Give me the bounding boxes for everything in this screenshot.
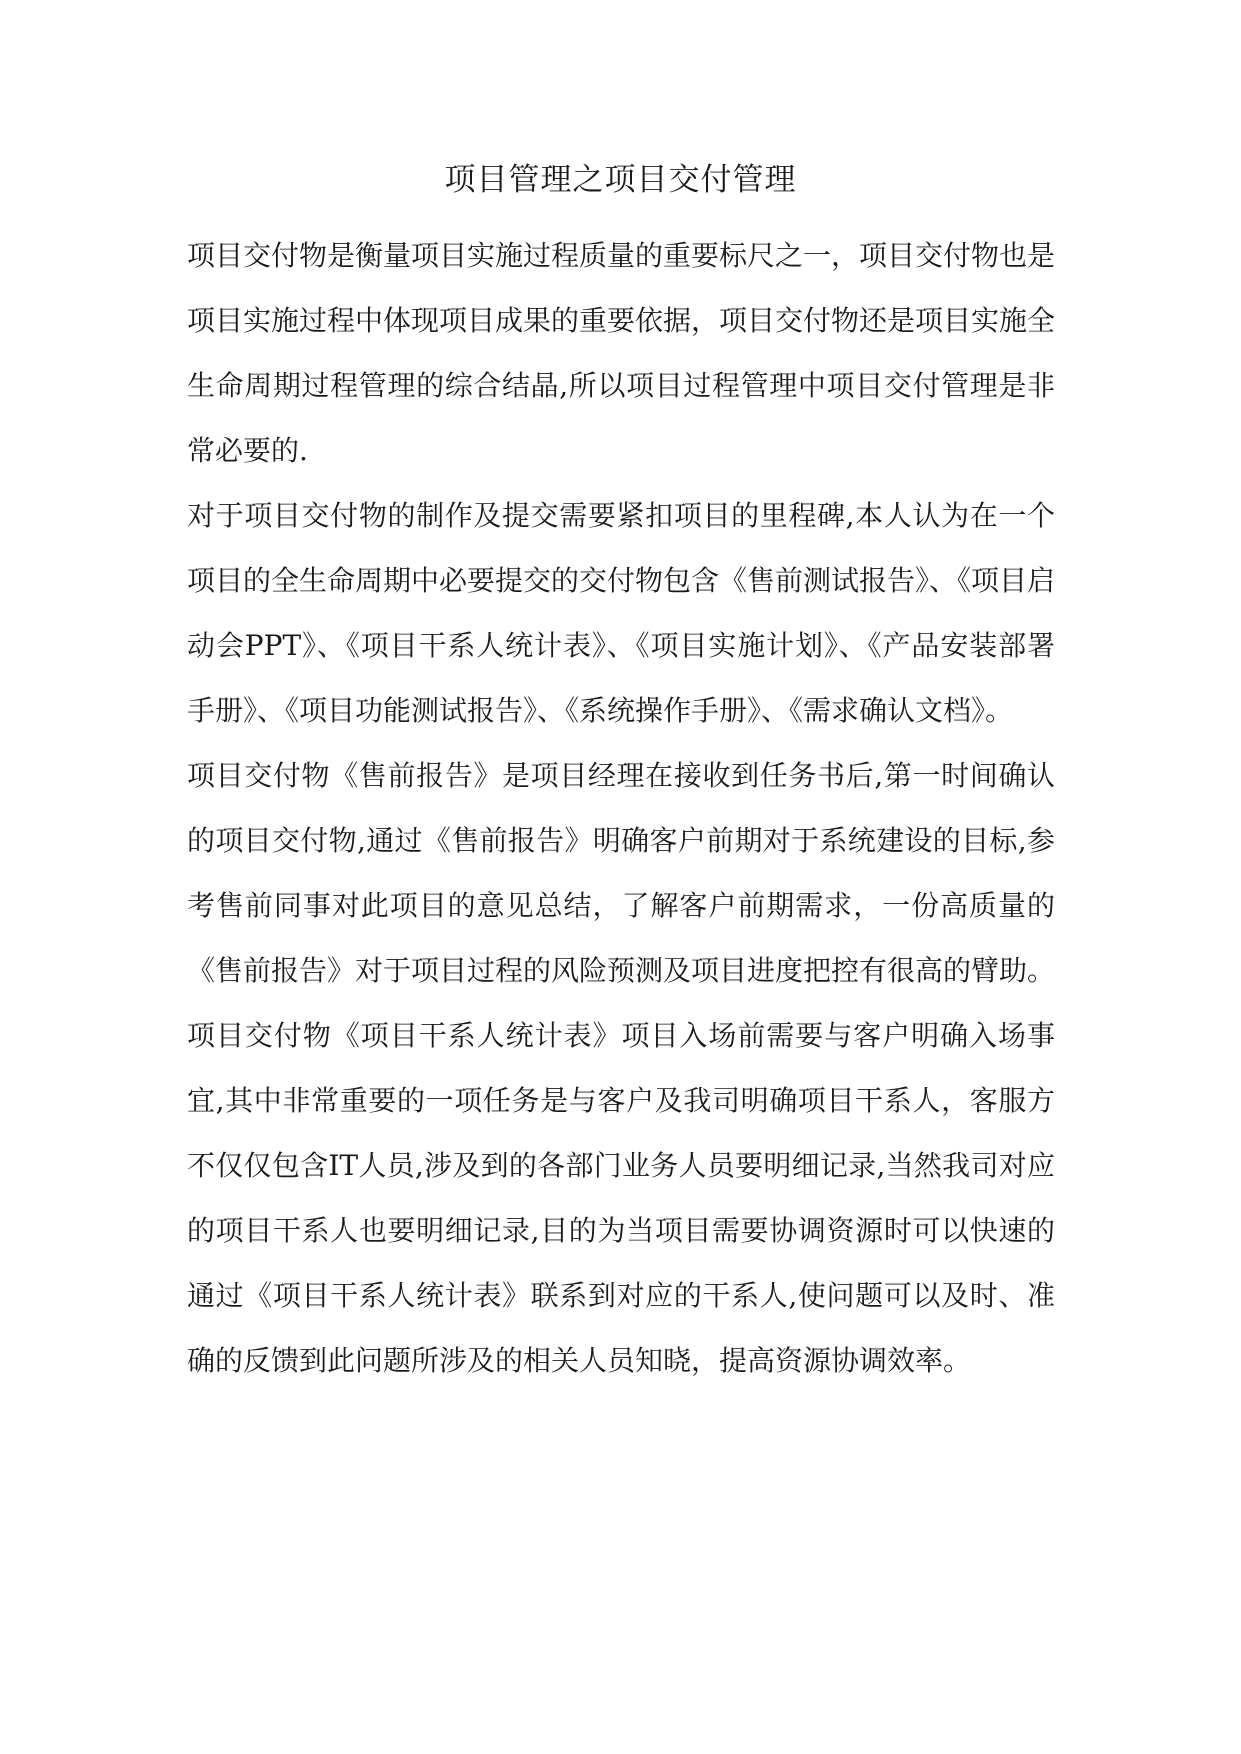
paragraph-deliverables-list: 对于项目交付物的制作及提交需要紧扣项目的里程碑,本人认为在一个项目的全生命周期中必要提交的交付物包含《售前测试报告》、《项目启动会PPT》、《项目干系人统计表》、《项目实施计划》、《产品安装部署手册》、《项目功能测试报告》、《系统操作手册》、《需求确认文档》。: [187, 499, 1056, 727]
paragraph-intro: 项目交付物是衡量项目实施过程质量的重要标尺之一，项目交付物也是项目实施过程中体现项目成果的重要依据，项目交付物还是项目实施全生命周期过程管理的综合结晶,所以项目过程管理中项目交付管理是非常必要的.: [187, 239, 1056, 467]
paragraph-presales-report: 项目交付物《售前报告》是项目经理在接收到任务书后,第一时间确认的项目交付物,通过《售前报告》明确客户前期对于系统建设的目标,参考售前同事对此项目的意见总结，了解客户前期需求，一份高质量的《售前报告》对于项目过程的风险预测及项目进度把控有很高的臂助。: [187, 759, 1056, 987]
document-title: 项目管理之项目交付管理: [444, 162, 797, 198]
document-body: [187, 223, 1055, 1393]
paragraph-stakeholder-table: 项目交付物《项目干系人统计表》项目入场前需要与客户明确入场事宜,其中非常重要的一项任务是与客户及我司明确项目干系人，客服方不仅仅包含IT人员,涉及到的各部门业务人员要明细记录,当然我司对应的项目干系人也要明细记录,目的为当项目需要协调资源时可以快速的通过《项目干系人统计表》联系到对应的干系人,使问题可以及时、准确的反馈到此问题所涉及的相关人员知晓，提高资源协调效率。: [187, 1019, 1055, 1377]
